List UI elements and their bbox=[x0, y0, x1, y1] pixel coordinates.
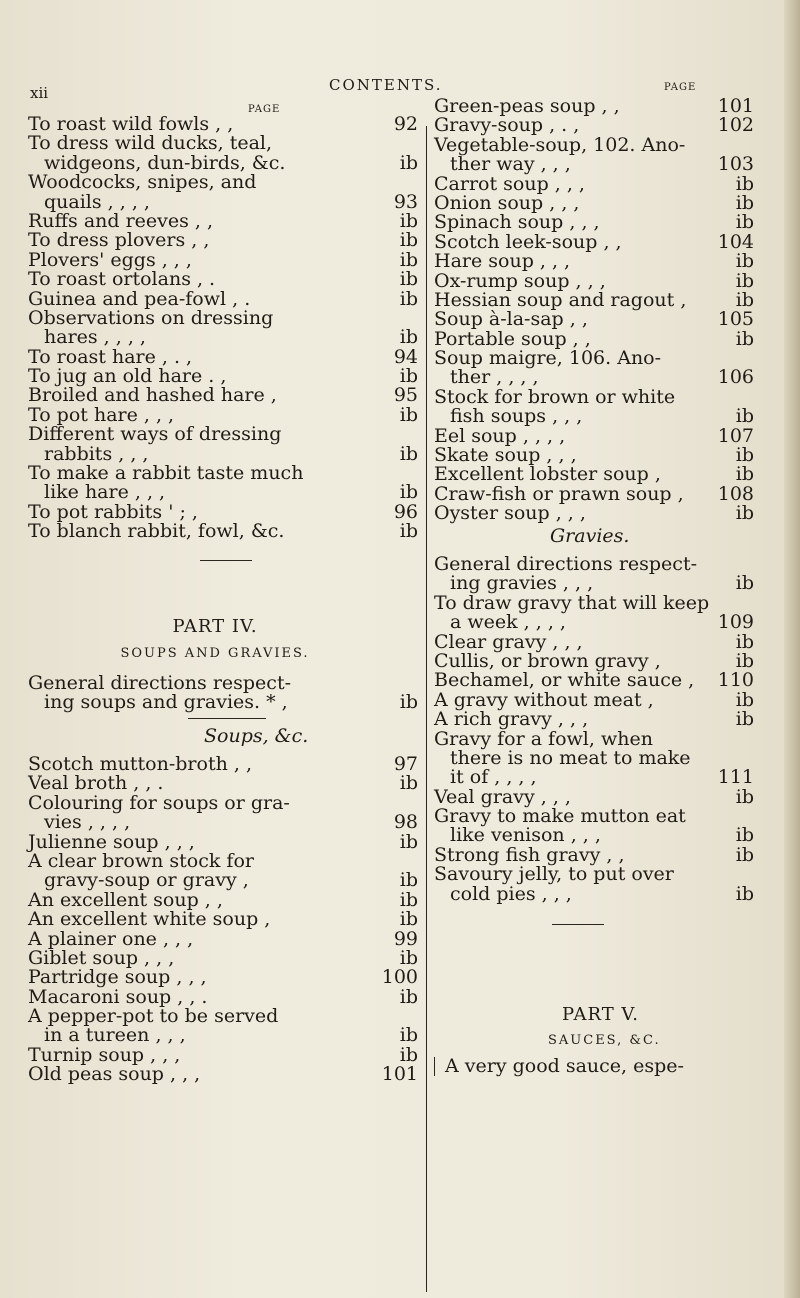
contents-entry bbox=[434, 252, 760, 271]
entry-page-number: ib bbox=[399, 888, 418, 911]
entry-title: General directions respect- bbox=[434, 553, 697, 575]
entry-page-number: ib bbox=[399, 830, 418, 853]
entry-page-number: ib bbox=[735, 572, 754, 595]
entry-title: like venison , , , bbox=[450, 824, 601, 847]
page-label-left: PAGE bbox=[248, 104, 281, 115]
part-iv-block bbox=[28, 560, 424, 664]
entry-title: Portable soup , , bbox=[434, 327, 591, 350]
entry-title: To blanch rabbit, fowl, &c. bbox=[28, 520, 285, 543]
gravies-heading: Gravies. bbox=[550, 525, 630, 547]
entry-title: Guinea and pea-fowl , . bbox=[28, 287, 251, 310]
entry-page-number: ib bbox=[735, 688, 754, 711]
entry-title: To jug an old hare . , bbox=[28, 365, 227, 388]
entry-page-number: ib bbox=[735, 269, 754, 292]
contents-entry bbox=[434, 368, 760, 387]
part-v-subheading: SAUCES, &C. bbox=[548, 1033, 661, 1049]
entry-title: Hessian soup and ragout , bbox=[434, 288, 687, 311]
entry-title: An excellent white soup , bbox=[28, 908, 271, 931]
entry-title: A clear brown stock for bbox=[28, 849, 254, 872]
entry-page-number: ib bbox=[399, 772, 418, 795]
entry-title: A pepper-pot to be served bbox=[28, 1005, 279, 1028]
entry-page-number: ib bbox=[735, 824, 754, 847]
entry-title: Turnip soup , , , bbox=[28, 1043, 181, 1066]
entry-title: Giblet soup , , , bbox=[28, 946, 175, 969]
contents-entry bbox=[434, 116, 760, 135]
entry-page-number: 92 bbox=[393, 113, 418, 135]
entry-title: Stock for brown or white bbox=[434, 385, 676, 408]
entry-title: To dress plovers , , bbox=[28, 229, 210, 252]
left-column-top-entries bbox=[28, 115, 424, 542]
entry-page-number: ib bbox=[735, 327, 754, 350]
entry-title: Cullis, or brown gravy , bbox=[434, 649, 661, 672]
entry-page-number: 105 bbox=[717, 308, 754, 331]
entry-title: Bechamel, or white sauce , bbox=[434, 669, 695, 692]
entry-title: Spinach soup , , , bbox=[434, 211, 600, 234]
entry-page-number: 106 bbox=[717, 366, 754, 389]
right-column-gravy-entries bbox=[434, 555, 760, 904]
entry-title: Ox-rump soup , , , bbox=[434, 269, 606, 292]
entry-page-number: 96 bbox=[393, 500, 418, 523]
contents-entry bbox=[28, 813, 424, 832]
entry-page-number: ib bbox=[735, 250, 754, 273]
entry-title: Skate soup , , , bbox=[434, 444, 577, 467]
entry-title: there is no meat to make bbox=[450, 746, 691, 769]
entry-page-number: ib bbox=[399, 229, 418, 252]
contents-entry bbox=[28, 871, 424, 890]
entry-title: ing soups and gravies. * , bbox=[44, 691, 288, 714]
contents-entry bbox=[434, 269, 760, 292]
entry-title: a week , , , , bbox=[450, 611, 566, 634]
part-v-block bbox=[434, 924, 760, 1076]
entry-page-number: ib bbox=[735, 649, 754, 672]
entry-page-number: ib bbox=[399, 287, 418, 310]
entry-page-number: 95 bbox=[393, 384, 418, 407]
entry-page-number: ib bbox=[399, 869, 418, 892]
left-general-directions bbox=[28, 674, 424, 713]
entry-page-number: ib bbox=[399, 326, 418, 349]
entry-title: Hare soup , , , bbox=[434, 250, 571, 273]
entry-page-number: ib bbox=[735, 785, 754, 808]
entry-title: Gravy to make mutton eat bbox=[434, 805, 686, 828]
contents-entry bbox=[434, 613, 760, 632]
left-column-soup-entries bbox=[28, 755, 424, 1085]
page-edge bbox=[784, 0, 800, 1298]
entry-page-number: 109 bbox=[717, 611, 754, 634]
entry-title: Ruffs and reeves , , bbox=[28, 209, 214, 232]
entry-title: Broiled and hashed hare , bbox=[28, 384, 277, 407]
contents-entry bbox=[28, 693, 424, 712]
contents-entry bbox=[28, 968, 424, 987]
entry-title: widgeons, dun-birds, &c. bbox=[44, 151, 286, 174]
contents-entry bbox=[434, 826, 760, 845]
entry-page-number: ib bbox=[735, 882, 754, 905]
entry-page-number: 103 bbox=[717, 153, 754, 176]
entry-title: A rich gravy , , , bbox=[434, 708, 589, 731]
part-iv-subheading: SOUPS AND GRAVIES. bbox=[120, 646, 310, 662]
entry-page-number: ib bbox=[735, 502, 754, 525]
entry-title: General directions respect- bbox=[28, 672, 291, 694]
contents-entry bbox=[28, 270, 424, 289]
entry-title: Partridge soup , , , bbox=[28, 966, 207, 989]
entry-title: A gravy without meat , bbox=[434, 688, 654, 711]
entry-title: ther way , , , bbox=[450, 153, 571, 176]
entry-page-number: 101 bbox=[381, 1063, 418, 1086]
entry-title: Colouring for soups or gra- bbox=[28, 791, 290, 814]
page-number: xii bbox=[30, 84, 49, 102]
contents-entry bbox=[434, 407, 760, 426]
contents-entry bbox=[434, 155, 760, 174]
entry-page-number: 93 bbox=[393, 190, 418, 213]
gravies-heading-block bbox=[434, 527, 760, 546]
entry-title: Soup à-la-sap , , bbox=[434, 308, 588, 331]
contents-entry bbox=[28, 287, 424, 310]
entry-page-number: ib bbox=[399, 268, 418, 291]
entry-title: Vegetable-soup, 102. Ano- bbox=[434, 133, 686, 156]
entry-title: Different ways of dressing bbox=[28, 423, 282, 446]
entry-title: it of , , , , bbox=[450, 766, 537, 789]
entry-page-number: ib bbox=[399, 520, 418, 543]
entry-page-number: ib bbox=[399, 908, 418, 931]
entry-page-number: 111 bbox=[717, 766, 754, 789]
entry-title: To pot rabbits ' ; , bbox=[28, 500, 198, 523]
entry-title: Clear gravy , , , bbox=[434, 630, 583, 653]
contents-entry bbox=[434, 671, 760, 690]
contents-entry bbox=[28, 1065, 424, 1084]
entry-title: Scotch mutton-broth , , bbox=[28, 753, 252, 775]
contents-entry bbox=[28, 173, 424, 192]
column-divider bbox=[426, 126, 427, 1292]
entry-page-number: ib bbox=[735, 288, 754, 311]
entry-page-number: ib bbox=[399, 1043, 418, 1066]
entry-page-number: 97 bbox=[393, 753, 418, 775]
entry-page-number: ib bbox=[399, 209, 418, 232]
entry-title: A plainer one , , , bbox=[28, 927, 194, 950]
soups-heading-block bbox=[28, 718, 424, 746]
soups-heading: Soups, &c. bbox=[204, 725, 309, 747]
entry-title: Strong fish gravy , , bbox=[434, 843, 625, 866]
contents-entry bbox=[28, 328, 424, 347]
entry-page-number: ib bbox=[399, 1024, 418, 1047]
contents-entry bbox=[28, 134, 424, 153]
contents-entry bbox=[434, 727, 760, 750]
right-column-soup-entries bbox=[434, 97, 760, 524]
entry-page-number: 100 bbox=[381, 966, 418, 989]
entry-title: like hare , , , bbox=[44, 481, 166, 504]
running-head: CONTENTS. bbox=[329, 76, 443, 94]
entry-title: Excellent lobster soup , bbox=[434, 463, 661, 486]
entry-page-number: ib bbox=[399, 403, 418, 426]
entry-title: Macaroni soup , , . bbox=[28, 985, 208, 1008]
entry-page-number: 94 bbox=[393, 345, 418, 368]
entry-title: vies , , , , bbox=[44, 811, 131, 834]
page-label-right: PAGE bbox=[664, 82, 697, 93]
contents-entry bbox=[28, 231, 424, 250]
entry-page-number: ib bbox=[735, 463, 754, 486]
entry-page-number: ib bbox=[735, 211, 754, 234]
entry-title: Plovers' eggs , , , bbox=[28, 248, 192, 271]
contents-entry bbox=[28, 483, 424, 502]
entry-page-number: ib bbox=[735, 708, 754, 731]
entry-title: Gravy for a fowl, when bbox=[434, 727, 653, 750]
entry-title: Veal gravy , , , bbox=[434, 785, 571, 808]
entry-title: quails , , , , bbox=[44, 190, 150, 213]
contents-entry bbox=[434, 768, 760, 787]
entry-title: To pot hare , , , bbox=[28, 403, 175, 426]
entry-title: Green-peas soup , , bbox=[434, 95, 620, 117]
entry-title: Oyster soup , , , bbox=[434, 502, 586, 525]
entry-title: Carrot soup , , , bbox=[434, 172, 585, 195]
entry-page-number: ib bbox=[399, 691, 418, 714]
entry-title: Woodcocks, snipes, and bbox=[28, 171, 257, 194]
entry-title: To draw gravy that will keep bbox=[434, 591, 710, 614]
entry-page-number: ib bbox=[735, 843, 754, 866]
contents-entry bbox=[28, 910, 424, 929]
entry-title: To dress wild ducks, teal, bbox=[28, 132, 273, 155]
entry-title: An excellent soup , , bbox=[28, 888, 223, 911]
entry-title: Gravy-soup , . , bbox=[434, 114, 580, 137]
entry-title: To roast wild fowls , , bbox=[28, 113, 234, 135]
entry-page-number: ib bbox=[399, 365, 418, 388]
entry-page-number: ib bbox=[399, 151, 418, 174]
contents-entry bbox=[434, 213, 760, 232]
contents-entry bbox=[28, 927, 424, 950]
entry-title: Veal broth , , . bbox=[28, 772, 164, 795]
contents-entry bbox=[28, 386, 424, 405]
entry-page-number: ib bbox=[399, 442, 418, 465]
contents-entry bbox=[28, 1026, 424, 1045]
entry-page-number: 99 bbox=[393, 927, 418, 950]
contents-entry bbox=[434, 882, 760, 905]
entry-page-number: ib bbox=[399, 481, 418, 504]
entry-page-number: ib bbox=[735, 405, 754, 428]
entry-title: To roast ortolans , . bbox=[28, 268, 216, 291]
entry-title: cold pies , , , bbox=[450, 882, 572, 905]
entry-title: Observations on dressing bbox=[28, 306, 274, 329]
entry-title: hares , , , , bbox=[44, 326, 146, 349]
entry-title: Scotch leek-soup , , bbox=[434, 230, 622, 253]
entry-page-number: 104 bbox=[717, 230, 754, 253]
part-iv-heading: PART IV. bbox=[172, 616, 258, 637]
entry-title: ing gravies , , , bbox=[450, 572, 594, 595]
contents-entry bbox=[434, 574, 760, 593]
entry-page-number: 102 bbox=[717, 114, 754, 137]
section-rule bbox=[200, 560, 252, 561]
entry-title: To roast hare , . , bbox=[28, 345, 193, 368]
entry-title: To make a rabbit taste much bbox=[28, 462, 304, 485]
entry-page-number: 108 bbox=[717, 482, 754, 505]
entry-title: Soup maigre, 106. Ano- bbox=[434, 347, 662, 370]
entry-title: rabbits , , , bbox=[44, 442, 149, 465]
entry-title: ther , , , , bbox=[450, 366, 539, 389]
entry-page-number: 110 bbox=[717, 669, 754, 692]
contents-entry bbox=[28, 774, 424, 793]
entry-title: Eel soup , , , , bbox=[434, 424, 566, 447]
entry-title: fish soups , , , bbox=[450, 405, 583, 428]
contents-entry bbox=[434, 310, 760, 329]
contents-entry bbox=[28, 425, 424, 444]
entry-title: Savoury jelly, to put over bbox=[434, 863, 674, 886]
contents-entry bbox=[434, 710, 760, 729]
contents-entry bbox=[28, 522, 424, 541]
heading-rule bbox=[188, 718, 266, 719]
entry-page-number: 101 bbox=[717, 95, 754, 117]
part-v-heading: PART V. bbox=[562, 1004, 639, 1025]
entry-page-number: ib bbox=[735, 172, 754, 195]
entry-page-number: ib bbox=[735, 630, 754, 653]
entry-title: Old peas soup , , , bbox=[28, 1063, 201, 1086]
entry-title: in a tureen , , , bbox=[44, 1024, 186, 1047]
entry-title: gravy-soup or gravy , bbox=[44, 869, 249, 892]
contents-entry bbox=[434, 504, 760, 523]
section-rule bbox=[552, 924, 604, 925]
entry-title: Craw-fish or prawn soup , bbox=[434, 482, 684, 505]
contents-entry bbox=[434, 465, 760, 484]
entry-page-number: ib bbox=[399, 248, 418, 271]
entry-title: Onion soup , , , bbox=[434, 191, 580, 214]
entry-page-number: ib bbox=[735, 191, 754, 214]
entry-page-number: ib bbox=[399, 946, 418, 969]
contents-entry bbox=[434, 865, 760, 884]
entry-page-number: ib bbox=[399, 985, 418, 1008]
entry-title: Julienne soup , , , bbox=[28, 830, 195, 853]
entry-page-number: ib bbox=[735, 444, 754, 467]
final-line: A very good sauce, espe- bbox=[434, 1057, 760, 1076]
entry-page-number: 107 bbox=[717, 424, 754, 447]
entry-page-number: 98 bbox=[393, 811, 418, 834]
